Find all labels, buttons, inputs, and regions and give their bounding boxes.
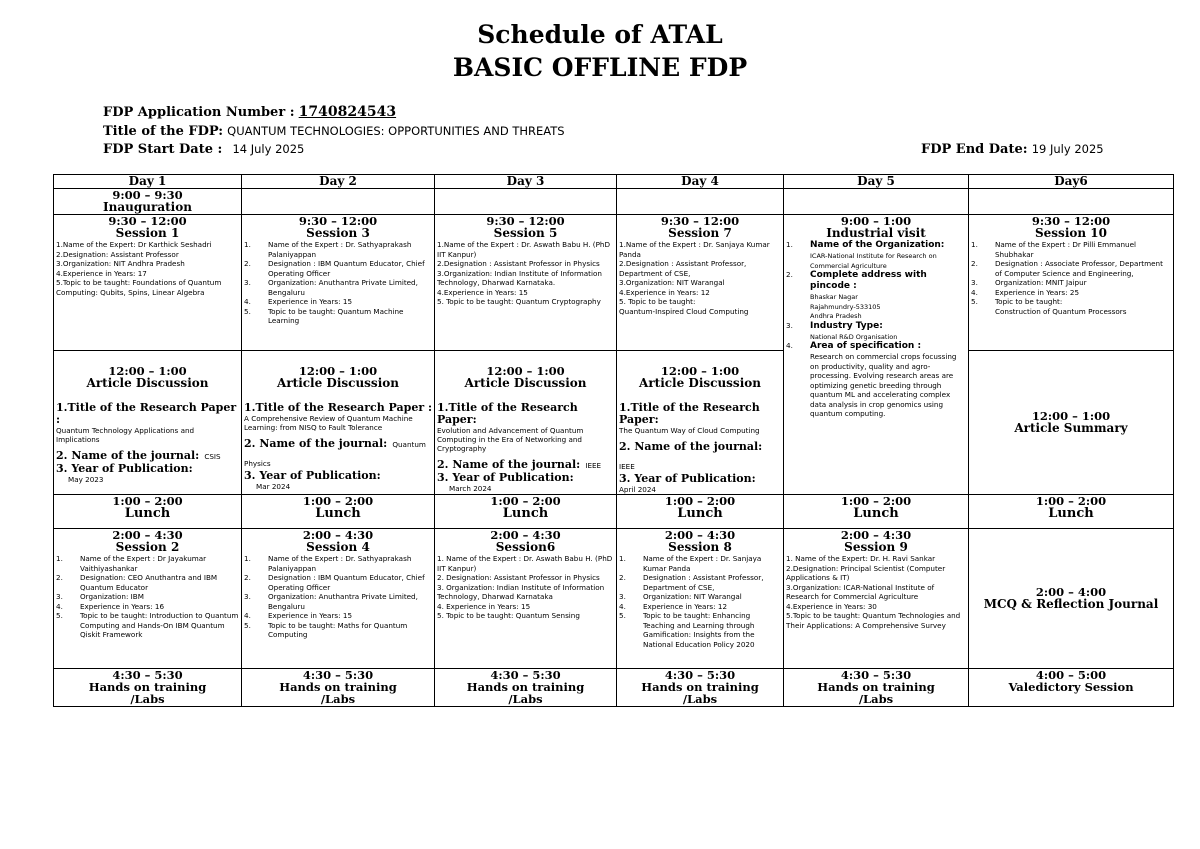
detail-line: 1.Name of the Expert : Dr. Sanjaya Kumar Panda (619, 240, 770, 259)
detail-line: Organization: IBM (80, 592, 144, 601)
detail-line: Designation: CEO Anuthantra and IBM Quantum Educator (80, 573, 218, 592)
detail-line: Construction of Quantum Processors (995, 306, 1127, 316)
article-title: Article Discussion (639, 376, 761, 390)
item-number: 1. (619, 554, 626, 563)
session-cell (242, 529, 435, 669)
detail-line: 2.Designation: Principal Scientist (Computer Applications & IT) (786, 563, 946, 582)
article-title: Article Discussion (464, 376, 587, 390)
item-number: 1. (244, 554, 251, 563)
session-title: Session 5 (493, 226, 558, 240)
journal-label: 2. Name of the journal: (437, 458, 581, 471)
mcq-time: 2:00 – 4:00 (1035, 585, 1107, 599)
labs-sublabel: /Labs (320, 692, 356, 706)
item-number: 4. (971, 287, 978, 297)
session-time: 9:30 – 12:00 (298, 214, 378, 228)
labs-row (54, 669, 1174, 707)
item-number: 5. (971, 297, 978, 306)
session-cell (617, 529, 784, 669)
detail-line: 4.Experience in Years: 12 (619, 287, 710, 297)
year-label: 3. Year of Publication: (56, 462, 193, 475)
detail-line: 1.Name of the Expert : Dr. Aswath Babu H. (PhD IIT Kanpur) (437, 240, 610, 259)
labs-cell (617, 669, 784, 707)
detail-line: 4.Experience in Years: 30 (786, 601, 877, 611)
journal: IEEE (619, 462, 635, 471)
session-details (437, 240, 614, 307)
end-date-label: FDP End Date: (921, 142, 1028, 157)
lunch-cell (242, 495, 435, 529)
area-label: Area of specification : (810, 341, 922, 351)
session-time: 2:00 – 4:30 (302, 528, 374, 542)
detail-line: 2.Designation: Assistant Professor (56, 249, 179, 259)
detail-line: 4.Experience in Years: 15 (437, 287, 528, 297)
session-time: 9:30 – 12:00 (108, 214, 187, 228)
valedictory-time: 4:00 – 5:00 (1035, 668, 1107, 682)
day-header: Day 3 (435, 175, 617, 189)
address-label: Complete address with pincode : (810, 270, 927, 291)
mcq-cell (969, 529, 1174, 669)
detail-line: Quantum-Inspired Cloud Computing (619, 306, 749, 316)
valedictory-label: Valedictory Session (1008, 680, 1134, 694)
item-number: 1. (971, 240, 978, 249)
item-number: 1. (244, 240, 251, 249)
session-title: Session 4 (306, 540, 370, 554)
start-date: 14 July 2025 (232, 142, 305, 156)
valedictory-cell (969, 669, 1174, 707)
session-details (244, 554, 432, 640)
detail-line: Experience in Years: 15 (268, 297, 353, 306)
detail-line: Name of the Expert : Dr Pilli Emmanuel Shubhakar (995, 240, 1137, 259)
lunch-label: Lunch (502, 506, 549, 521)
lunch-time: 1:00 – 2:00 (840, 494, 912, 508)
lunch-time: 1:00 – 2:00 (490, 494, 561, 508)
day-header-row (54, 175, 1174, 189)
session-time: 2:00 – 4:30 (112, 528, 183, 542)
session-title: Session 10 (1035, 226, 1107, 240)
labs-sublabel: /Labs (130, 692, 165, 706)
labs-sublabel: /Labs (682, 692, 718, 706)
item-number: 3. (244, 592, 251, 601)
lunch-cell (784, 495, 969, 529)
detail-line: 4.Experience in Years: 17 (56, 268, 147, 278)
article-row (54, 351, 1174, 495)
item-number: 2. (971, 259, 978, 268)
session-title: Session 1 (115, 226, 180, 240)
lunch-label: Lunch (315, 506, 361, 521)
item-number: 1. (56, 554, 63, 563)
item-number: 5. (244, 306, 251, 316)
labs-cell (435, 669, 617, 707)
item-number: 3. (619, 592, 626, 601)
session-cell (435, 529, 617, 669)
session-details (56, 554, 239, 640)
detail-line: Organization: Anuthantra Private Limited, Bengaluru (268, 592, 418, 611)
detail-line: Designation : Assistant Professor, Department of CSE, (643, 573, 764, 592)
detail-line: 2.Designation : Assistant Professor in Physics (437, 259, 600, 268)
paper-title-label: 1.Title of the Research Paper : (244, 401, 432, 414)
item-number: 5. (244, 620, 251, 630)
lunch-time: 1:00 – 2:00 (302, 494, 374, 508)
year-label: 3. Year of Publication: (244, 469, 381, 482)
labs-label: Hands on training (88, 680, 207, 694)
session-details (244, 240, 432, 326)
detail-line: 3.Organization: Indian Institute of Information Technology, Dharwad Karnataka. (437, 268, 602, 287)
fdp-title-label: Title of the FDP: (103, 124, 224, 139)
start-date-row (103, 141, 304, 158)
article-time: 12:00 – 1:00 (486, 364, 565, 378)
detail-line: 3. Organization: Indian Institute of Information Technology, Dharwad Karnataka (437, 582, 605, 601)
industry-type-label: Industry Type: (810, 320, 883, 331)
morning-row (54, 215, 1174, 351)
lunch-time: 1:00 – 2:00 (1035, 494, 1107, 508)
item-number: 3. (56, 592, 63, 601)
labs-cell (54, 669, 242, 707)
paper-title: Quantum Technology Applications and Implications (56, 426, 195, 444)
org-label: Name of the Organization: (810, 240, 945, 250)
lunch-label: Lunch (677, 506, 723, 521)
detail-line: Name of the Expert : Dr Jayakumar Vaithiyashankar (80, 554, 207, 573)
session-cell (54, 529, 242, 669)
journal-label: 2. Name of the journal: (619, 440, 763, 453)
detail-line: 1.Name of the Expert: Dr Karthick Seshadri (56, 240, 212, 249)
session-time: 9:00 – 1:00 (840, 214, 912, 228)
inauguration-time: 9:00 – 9:30 (112, 188, 183, 202)
item-number: 2. (56, 573, 63, 582)
session-details (437, 554, 614, 621)
session-details (56, 240, 239, 297)
fdp-title: QUANTUM TECHNOLOGIES: OPPORTUNITIES AND THREATS (227, 124, 565, 138)
lunch-cell (435, 495, 617, 529)
session-details (619, 240, 781, 316)
item-number: 3. (971, 278, 978, 287)
labs-time: 4:30 – 5:30 (840, 668, 912, 682)
application-number-label: FDP Application Number : (103, 105, 295, 120)
detail-line: 2. Designation: Assistant Professor in Physics (437, 573, 600, 582)
detail-line: 5.Topic to be taught: Foundations of Quantum Computing: Qubits, Spins, Linear Algebra (56, 278, 222, 297)
session-title: Session 9 (844, 540, 908, 554)
detail-line: Topic to be taught: Quantum Machine Learning (268, 306, 404, 325)
lunch-time: 1:00 – 2:00 (112, 494, 183, 508)
session-cell (617, 215, 784, 351)
detail-line: Organization: Anuthantra Private Limited, Bengaluru (268, 278, 418, 297)
labs-label: Hands on training (817, 680, 935, 694)
detail-line: Topic to be taught: Maths for Quantum Computing (268, 620, 408, 639)
inauguration-label: Inauguration (103, 200, 192, 214)
mcq-label: MCQ & Reflection Journal (983, 597, 1159, 611)
start-date-label: FDP Start Date : (103, 142, 223, 157)
labs-time: 4:30 – 5:30 (664, 668, 736, 682)
detail-line: Organization: MNIT Jaipur (995, 278, 1087, 287)
session-time: 2:00 – 4:30 (664, 528, 736, 542)
session-title: Session 7 (668, 226, 732, 240)
detail-line: Experience in Years: 12 (643, 601, 728, 611)
detail-line: 3.Organization: NIT Andhra Pradesh (56, 259, 185, 268)
lunch-row (54, 495, 1174, 529)
item-number: 3. (244, 278, 251, 287)
day-header: Day 1 (54, 175, 242, 189)
title-line-2: BASIC OFFLINE FDP (452, 53, 748, 82)
detail-line: Topic to be taught: (995, 297, 1063, 306)
session-details (619, 554, 781, 649)
detail-line: 2.Designation : Assistant Professor, Department of CSE, (619, 259, 747, 278)
item-number: 2. (244, 259, 251, 268)
session-title: Session 3 (306, 226, 370, 240)
detail-line: Topic to be taught: Enhancing Teaching and Learning through Gamification: Insights from the National Education Policy 2020 (643, 611, 755, 649)
labs-time: 4:30 – 5:30 (302, 668, 374, 682)
summary-label: Article Summary (1014, 421, 1128, 435)
item-number: 4. (56, 601, 63, 611)
session-time: 2:00 – 4:30 (490, 528, 561, 542)
detail-line: Designation : IBM Quantum Educator, Chief Operating Officer (268, 259, 425, 278)
industrial-visit-cell (784, 215, 969, 495)
article-cell (242, 351, 435, 495)
session-time: 9:30 – 12:00 (1031, 214, 1111, 228)
labs-label: Hands on training (466, 680, 585, 694)
address-line: Andhra Pradesh (810, 312, 862, 320)
detail-line: Name of the Expert : Dr. Sathyaprakash Palaniyappan (268, 554, 412, 573)
paper-title: The Quantum Way of Cloud Computing (619, 426, 760, 435)
detail-line: 5. Topic to be taught: Quantum Sensing (437, 611, 580, 620)
area-value: Research on commercial crops focussing on productivity, quality and agro-processing. Evolving research areas are optimizing genetic breeding through quantum ML and accelerating complex data analysis in crop genomics using quantum computing. (810, 352, 957, 418)
detail-line: Designation : IBM Quantum Educator, Chief Operating Officer (268, 573, 425, 592)
session-time: 9:30 – 12:00 (660, 214, 740, 228)
lunch-cell (54, 495, 242, 529)
article-time: 12:00 – 1:00 (108, 364, 187, 378)
detail-line: 3.Organization: ICAR-National Institute of Research for Commercial Agriculture (786, 582, 935, 601)
detail-line: 1. Name of the Expert : Dr. Aswath Babu H. (PhD IIT Kanpur) (437, 554, 613, 573)
session-cell (242, 215, 435, 351)
item-number: 4. (619, 601, 626, 611)
detail-line: Organization: NIT Warangal (643, 592, 742, 601)
labs-label: Hands on training (641, 680, 759, 694)
year: March 2024 (449, 484, 492, 493)
industry-type: National R&D Organisation (810, 332, 898, 341)
paper-title: Evolution and Advancement of Quantum Computing in the Era of Networking and Cryptography (437, 426, 584, 453)
journal-label: 2. Name of the journal: (56, 449, 200, 462)
day-header: Day 4 (617, 175, 784, 189)
end-date-row (921, 141, 1104, 158)
article-title: Article Discussion (86, 376, 209, 390)
detail-line: 5. Topic to be taught: (619, 297, 696, 306)
lunch-cell (617, 495, 784, 529)
lunch-label: Lunch (124, 506, 171, 521)
year: April 2024 (619, 485, 657, 494)
labs-time: 4:30 – 5:30 (112, 668, 183, 682)
detail-line: Designation : Associate Professor, Department of Computer Science and Engineering, (995, 259, 1163, 278)
session-title: Session6 (495, 540, 556, 554)
paper-title-label: 1.Title of the Research Paper: (437, 401, 578, 426)
lunch-cell (969, 495, 1174, 529)
session-cell (435, 215, 617, 351)
summary-time: 12:00 – 1:00 (1031, 409, 1111, 423)
article-time: 12:00 – 1:00 (298, 364, 378, 378)
item-number: 4. (244, 297, 251, 306)
detail-line: Name of the Expert : Dr. Sanjaya Kumar Panda (643, 554, 762, 573)
inauguration-cell (54, 189, 242, 215)
title-line-1: Schedule of ATAL (477, 20, 723, 49)
detail-line: 5. Topic to be taught: Quantum Cryptography (437, 297, 601, 306)
item-number: 2. (244, 573, 251, 582)
session-time: 9:30 – 12:00 (486, 214, 565, 228)
session-time: 2:00 – 4:30 (840, 528, 912, 542)
session-title: Industrial visit (826, 226, 926, 240)
detail-line: Experience in Years: 15 (268, 611, 353, 620)
address-line: Bhaskar Nagar (810, 293, 858, 301)
year: Mar 2024 (256, 482, 291, 491)
detail-line: 4. Experience in Years: 15 (437, 601, 531, 611)
lunch-label: Lunch (853, 506, 899, 521)
session-title: Session 8 (668, 540, 732, 554)
labs-cell (784, 669, 969, 707)
paper-title: A Comprehensive Review of Quantum Machine Learning: from NISQ to Fault Tolerance (244, 414, 413, 432)
summary-cell (969, 351, 1174, 495)
session-details (971, 240, 1171, 316)
labs-sublabel: /Labs (508, 692, 543, 706)
item-number: 5. (56, 611, 63, 620)
session-details (786, 554, 966, 630)
session-cell (969, 215, 1174, 351)
year-label: 3. Year of Publication: (619, 472, 756, 485)
article-title: Article Discussion (277, 376, 399, 390)
application-number: 1740824543 (298, 104, 397, 120)
labs-cell (242, 669, 435, 707)
year: May 2023 (68, 475, 104, 484)
item-number: 5. (619, 611, 626, 620)
application-number-row (103, 104, 396, 121)
day-header: Day6 (969, 175, 1174, 189)
journal: CSIS (204, 452, 221, 461)
inauguration-row (54, 189, 1174, 215)
item-number: 2. (619, 573, 626, 582)
session-cell (784, 529, 969, 669)
paper-title-label: 1.Title of the Research Paper: (619, 401, 760, 426)
org-value: ICAR-National Institute for Research on Commercial Agriculture (810, 252, 937, 270)
detail-line: 1. Name of the Expert: Dr. H. Ravi Sankar (786, 554, 936, 563)
afternoon-row (54, 529, 1174, 669)
paper-title-label: 1.Title of the Research Paper : (56, 401, 237, 426)
address-line: Rajahmundry-533105 (810, 302, 881, 311)
article-cell (435, 351, 617, 495)
item-number: 4. (244, 611, 251, 620)
detail-line: Experience in Years: 25 (995, 287, 1080, 297)
schedule-table (53, 174, 1174, 707)
year-label: 3. Year of Publication: (437, 471, 574, 484)
visit-details: 1. Name of the Organization: ICAR-National Institute for Research on Commercial Agriculture 2. Complete address with pincode : Bhaskar Nagar Rajahmundry-533105 Andhra Pradesh 3. Industry Type: National R&D Organisation 4. Area of specification : Research on commercial crops focussing on productivity, quality and agro-processing. Evolving research areas are optimizing genetic breeding through quantum ML and accelerating complex data analysis in crop genomics using quantum computing. (786, 240, 957, 418)
detail-line: 5.Topic to be taught: Quantum Technologies and Their Applications: A Comprehensive Survey (786, 611, 961, 630)
detail-line: Experience in Years: 16 (80, 601, 165, 611)
journal: IEEE (585, 461, 602, 470)
session-title: Session 2 (115, 540, 180, 554)
day-header: Day 2 (242, 175, 435, 189)
day-header: Day 5 (784, 175, 969, 189)
lunch-label: Lunch (1048, 506, 1094, 521)
article-cell (617, 351, 784, 495)
journal-label: 2. Name of the journal: (244, 437, 388, 450)
detail-line: Name of the Expert : Dr. Sathyaprakash Palaniyappan (268, 240, 412, 259)
labs-sublabel: /Labs (858, 692, 894, 706)
detail-line: Topic to be taught: Introduction to Quantum Computing and Hands-On IBM Quantum Qiskit Framework (80, 611, 239, 639)
session-cell (54, 215, 242, 351)
lunch-time: 1:00 – 2:00 (664, 494, 736, 508)
end-date: 19 July 2025 (1031, 142, 1104, 156)
article-cell (54, 351, 242, 495)
detail-line: 3.Organization: NIT Warangal (619, 278, 725, 287)
fdp-title-row (103, 123, 565, 140)
labs-label: Hands on training (279, 680, 397, 694)
journal: Quantum Physics (244, 440, 426, 468)
article-time: 12:00 – 1:00 (660, 364, 740, 378)
labs-time: 4:30 – 5:30 (490, 668, 561, 682)
